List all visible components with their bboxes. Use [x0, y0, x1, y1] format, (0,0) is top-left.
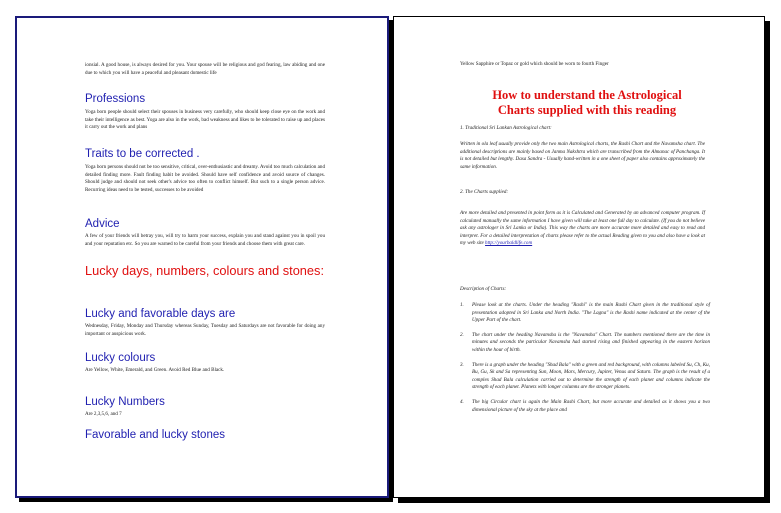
- list-item-text: Please look at the charts. Under the heading "Rashi" is the main Rashi Chart given in the traditional style of presentation adopted in Sri Lanka and North India. "The Lagna" is the Rashi name indicated at the center of the Upper Part of the chart.: [472, 302, 710, 324]
- lucky-colours-heading: Lucky colours: [85, 352, 156, 364]
- list-item-text: The big Circular chart is again the Main Rashi Chart, but more accurate and detailed as it shows you a two dimensional picture of the sky at the place and: [472, 398, 710, 413]
- list-item-number: 4.: [460, 398, 464, 405]
- lucky-main-heading: Lucky days, numbers, colours and stones:: [85, 263, 324, 278]
- section-1-label: 1. Traditional Sri Lankan Astrological chart:: [460, 125, 552, 131]
- charts-title-line-2: Charts supplied with this reading: [497, 103, 677, 117]
- stones-continuation: Yellow Sapphire or Topaz or gold which should be worn to fourth Finger: [460, 61, 609, 67]
- description-label: Description of Charts:: [460, 286, 507, 292]
- lucky-days-paragraph: Wednesday, Friday, Monday and Thursday whereas Sunday, Tuesday and Saturdays are not favorable for doing any important or auspicious work.: [85, 323, 325, 337]
- intro-paragraph: ionsial. A good house, is always desired for you. Your spouse will be religious and god fearing, law abiding and one due to which you will have a peaceful and pleasant domestic life: [85, 62, 325, 76]
- list-item-number: 2.: [460, 331, 464, 338]
- list-item: [460, 362, 710, 392]
- charts-title-line-1: How to understand the Astrological: [492, 88, 682, 102]
- professions-heading: Professions: [85, 93, 146, 105]
- list-item: [460, 399, 710, 414]
- list-item-number: 3.: [460, 361, 464, 368]
- advice-heading: Advice: [85, 218, 120, 230]
- document-page-left: [15, 16, 389, 498]
- lucky-numbers-heading: Lucky Numbers: [85, 396, 165, 408]
- section-1-paragraph: Written in ola leaf usually provide only the two main Astrological charts, the Rashi Chart and the Navamsha chart. The additional descriptions are mainly based on Janma Nakshtra which are transcribed from the Almanac of Panchanga. It is not detailed but lengthy. Dasa Sandra - Usually hand-written in a one sheet of paper also contains approximately the same information.: [460, 141, 705, 170]
- list-item-text: There is a graph under the heading "Shad Bala" with a green and red background, with columns labeled Su, Ch, Ku, Bu, Gu, Sk and Sa representing Sun, Moon, Mars, Mercury, Jupiter, Venus and Saturn. The graph is the result of a complex Shad Bala calculation carried out to determine the strength of each planet and columns indicate the strength of each planet. Planets with longer columns are the stronger planets.: [472, 361, 710, 391]
- list-item: [460, 332, 710, 355]
- section-2-paragraph: [460, 210, 705, 248]
- advice-paragraph: A few of your friends will betray you, will try to harm your success, explain you and stand against you in spoil you and your reputation etc. So you are warned to be careful from your friends and choose them with great care.: [85, 233, 325, 247]
- professions-paragraph: Yoga born people should select their spouses in business very carefully, who should keep close eye on the work and take their intelligence as best. Yoga are also in the work, bad weakness and likes to be tolerated to raise up and places it carry out the work and plans: [85, 109, 325, 131]
- section-2-text: Are more detailed and presented in point form as it is Calculated and Generated by an advanced computer program. If calculated manually the same information I have given will take at least one full day to calculate. (If you do not believe ask any astrologer in Sri Lanka or India). This way the charts are more accurate more detailed and easy to read and interpret. For a detailed interpretation of charts please refer to the actual Reading given to you and also have a look at my web site: [460, 210, 705, 247]
- lucky-numbers-paragraph: Are 2,3,5,6, and 7: [85, 411, 122, 417]
- document-page-right: [393, 16, 765, 498]
- traits-heading: Traits to be corrected .: [85, 148, 200, 160]
- list-item-number: 1.: [460, 302, 464, 308]
- lucky-colours-paragraph: Are Yellow, White, Emerald, and Green. Avoid Red Blue and Black.: [85, 367, 225, 373]
- traits-paragraph: Yoga born persons should not be too sensitive, critical, over-enthusiastic and dreamy. Avoid too much calculation and detailed finding more. Fault finding habit be avoided. Should have self confidence and avoid source of changes. Should judge and should not seek other's advice too often to conflict himself. But such to a single person advice. Recurring ideas need to be tested, successes to be avoided: [85, 164, 325, 193]
- list-item-text: The chart under the heading Navamsha is the "Navamsha" Chart. The numbers mentioned there are the time in minutes and seconds the particular Navamsha had started rising and finished appearing in the eastern horizon within the hour of birth.: [472, 331, 710, 353]
- description-list: [460, 302, 710, 414]
- section-2-label: 2. The Charts supplied:: [460, 189, 509, 195]
- charts-title: [434, 88, 740, 118]
- lucky-days-heading: Lucky and favorable days are: [85, 308, 236, 320]
- website-link[interactable]: http://yourbaldlife.com: [485, 240, 533, 247]
- list-item: [460, 302, 710, 325]
- stones-heading: Favorable and lucky stones: [85, 429, 225, 441]
